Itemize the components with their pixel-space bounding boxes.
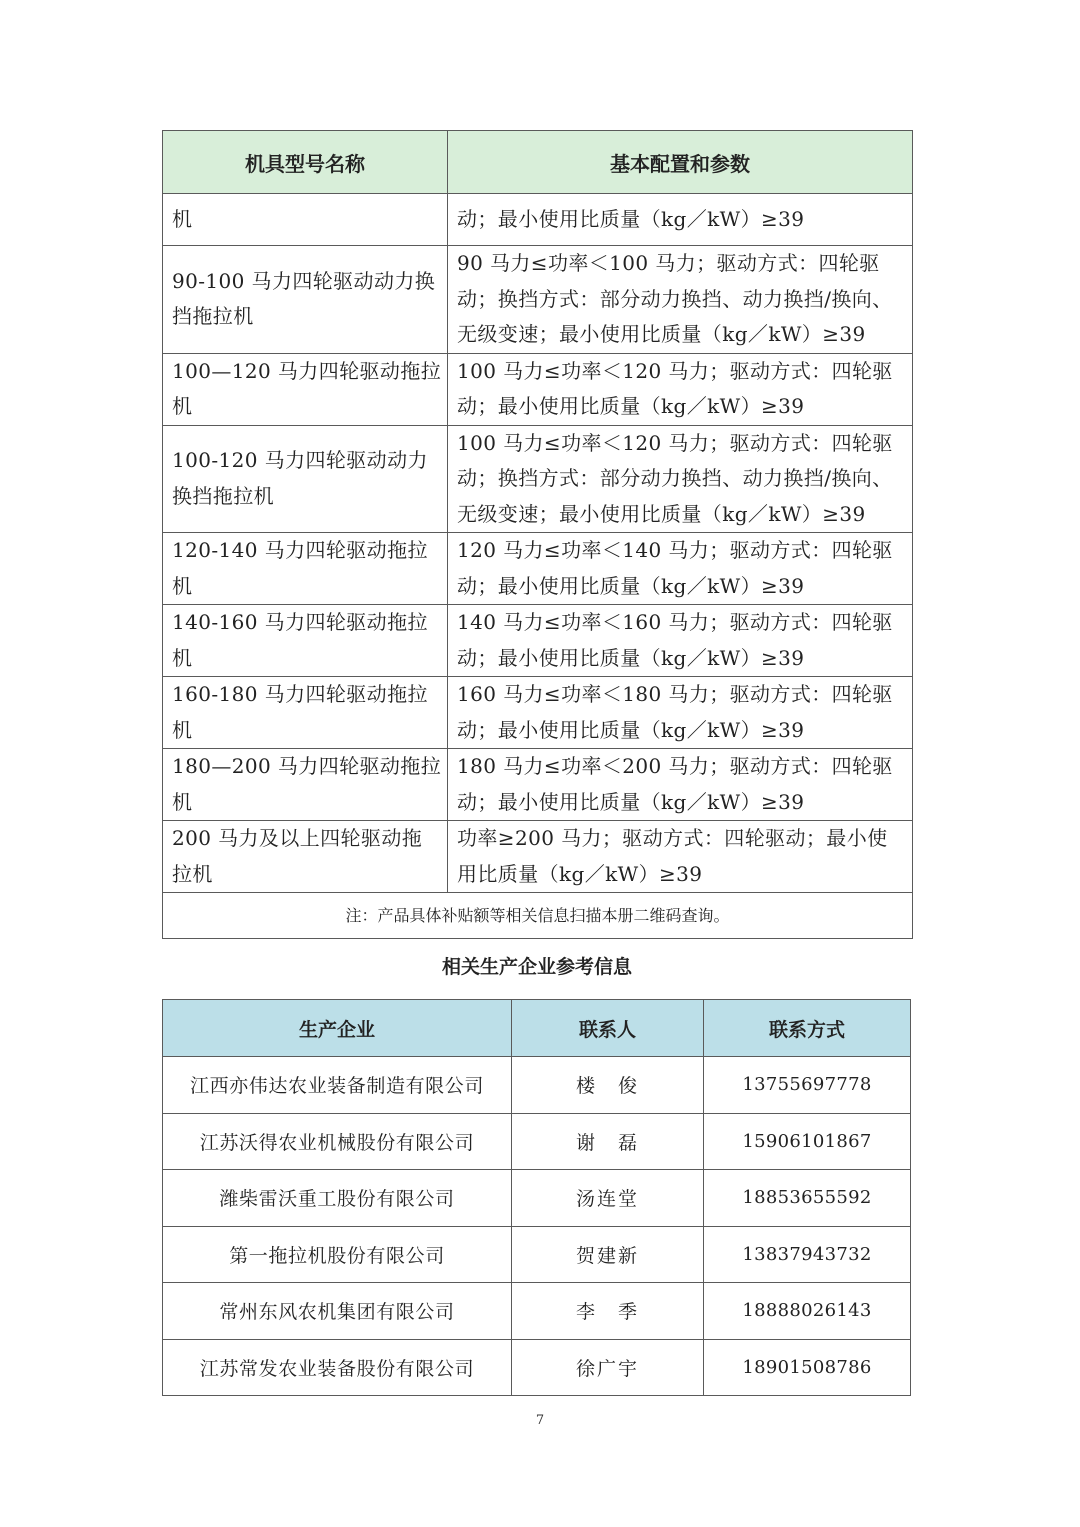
- model-name-line: 160-180 马力四轮驱动拖拉: [172, 682, 428, 706]
- params-line: 无级变速；最小使用比质量（kg／kW）≥39: [457, 322, 866, 346]
- spec-note-row: [163, 893, 913, 939]
- params-cell: [448, 353, 913, 425]
- model-name-cell: [163, 677, 448, 749]
- company-contact-table: [162, 999, 911, 1396]
- model-name-line: 挡拖拉机: [172, 304, 254, 329]
- company-row: [163, 1170, 911, 1227]
- spec-row: [163, 749, 913, 821]
- company-row: [163, 1226, 911, 1283]
- contact-phone: 15906101867: [704, 1113, 911, 1170]
- company-row: [163, 1283, 911, 1340]
- params-line: 动；最小使用比质量（kg／kW）≥39: [457, 789, 805, 814]
- contact-person: 李 季: [512, 1283, 704, 1340]
- company-row: [163, 1057, 911, 1114]
- model-name-line: 140-160 马力四轮驱动拖拉: [172, 610, 428, 634]
- header-config-params: 基本配置和参数: [448, 131, 913, 194]
- spec-row: [163, 353, 913, 425]
- model-name-line: 机: [172, 645, 193, 670]
- header-phone: 联系方式: [704, 1000, 911, 1057]
- params-line: 动；最小使用比质量（kg／kW）≥39: [457, 573, 805, 598]
- contact-phone: 18901508786: [704, 1339, 911, 1396]
- params-line: 动；换挡方式：部分动力换挡、动力换挡/换向、: [457, 286, 893, 311]
- params-line: 无级变速；最小使用比质量（kg／kW）≥39: [457, 501, 866, 526]
- header-contact: 联系人: [512, 1000, 704, 1057]
- company-name: 江苏常发农业装备股份有限公司: [163, 1339, 512, 1396]
- spec-row: [163, 677, 913, 749]
- params-line: 用比质量（kg／kW）≥39: [457, 861, 703, 886]
- model-name-line: 90-100 马力四轮驱动动力换: [172, 268, 436, 293]
- params-cell: [448, 677, 913, 749]
- spec-table-note: 注：产品具体补贴额等相关信息扫描本册二维码查询。: [163, 893, 913, 939]
- params-line: 120 马力≤功率＜140 马力；驱动方式：四轮驱: [457, 538, 893, 562]
- company-name: 第一拖拉机股份有限公司: [163, 1226, 512, 1283]
- model-name-cell: [163, 605, 448, 677]
- params-line: 动；最小使用比质量（kg／kW）≥39: [457, 717, 805, 742]
- params-cell: [448, 533, 913, 605]
- params-cell: [448, 194, 913, 246]
- params-line: 160 马力≤功率＜180 马力；驱动方式：四轮驱: [457, 682, 893, 706]
- equipment-spec-table: [162, 130, 913, 939]
- company-row: [163, 1339, 911, 1396]
- params-line: 90 马力≤功率＜100 马力；驱动方式：四轮驱: [457, 251, 880, 275]
- model-name-line: 机: [172, 717, 193, 742]
- section-title: 相关生产企业参考信息: [441, 956, 632, 978]
- model-name-cell: [163, 246, 448, 354]
- contact-phone: 18853655592: [704, 1170, 911, 1227]
- params-line: 动；最小使用比质量（kg／kW）≥39: [457, 206, 805, 231]
- contact-person: 楼 俊: [512, 1057, 704, 1114]
- params-line: 动；换挡方式：部分动力换挡、动力换挡/换向、: [457, 466, 893, 490]
- company-name: 潍柴雷沃重工股份有限公司: [163, 1170, 512, 1227]
- params-cell: [448, 821, 913, 893]
- contact-person: 徐广宇: [512, 1339, 704, 1396]
- company-table-header-row: [163, 1000, 911, 1057]
- model-name-line: 机: [172, 394, 193, 418]
- model-name-line: 100-120 马力四轮驱动动力: [172, 448, 428, 473]
- contact-phone: 13837943732: [704, 1226, 911, 1283]
- contact-phone: 18888026143: [704, 1283, 911, 1340]
- params-line: 140 马力≤功率＜160 马力；驱动方式：四轮驱: [457, 610, 893, 634]
- params-line: 功率≥200 马力；驱动方式：四轮驱动；最小使: [457, 826, 888, 850]
- params-line: 100 马力≤功率＜120 马力；驱动方式：四轮驱: [457, 430, 893, 455]
- model-name-cell: [163, 353, 448, 425]
- contact-person: 贺建新: [512, 1226, 704, 1283]
- model-name-line: 200 马力及以上四轮驱动拖: [172, 826, 423, 850]
- header-model-name: 机具型号名称: [163, 131, 448, 194]
- spec-table-header-row: [163, 131, 913, 194]
- params-cell: [448, 749, 913, 821]
- spec-row: [163, 194, 913, 246]
- contact-person: 谢 磊: [512, 1113, 704, 1170]
- spec-row: [163, 821, 913, 893]
- params-cell: [448, 425, 913, 533]
- company-name: 江西亦伟达农业装备制造有限公司: [163, 1057, 512, 1114]
- company-name: 常州东风农机集团有限公司: [163, 1283, 512, 1340]
- params-cell: [448, 246, 913, 354]
- model-name-cell: [163, 533, 448, 605]
- params-line: 动；最小使用比质量（kg／kW）≥39: [457, 645, 805, 670]
- spec-row: [163, 246, 913, 354]
- page-number: 7: [535, 1413, 545, 1428]
- model-name-line: 180—200 马力四轮驱动拖拉: [172, 754, 442, 778]
- model-name-line: 机: [172, 206, 193, 231]
- spec-row: [163, 605, 913, 677]
- header-company: 生产企业: [163, 1000, 512, 1057]
- contact-phone: 13755697778: [704, 1057, 911, 1114]
- model-name-cell: [163, 194, 448, 246]
- spec-row: [163, 425, 913, 533]
- model-name-cell: [163, 749, 448, 821]
- model-name-cell: [163, 425, 448, 533]
- model-name-line: 拉机: [172, 861, 213, 886]
- model-name-line: 120-140 马力四轮驱动拖拉: [172, 538, 428, 562]
- contact-person: 汤连堂: [512, 1170, 704, 1227]
- spec-row: [163, 533, 913, 605]
- params-line: 100 马力≤功率＜120 马力；驱动方式：四轮驱: [457, 358, 893, 383]
- company-name: 江苏沃得农业机械股份有限公司: [163, 1113, 512, 1170]
- model-name-line: 100—120 马力四轮驱动拖拉: [172, 358, 442, 383]
- params-cell: [448, 605, 913, 677]
- params-line: 180 马力≤功率＜200 马力；驱动方式：四轮驱: [457, 754, 893, 778]
- company-row: [163, 1113, 911, 1170]
- model-name-cell: [163, 821, 448, 893]
- model-name-line: 机: [172, 789, 193, 814]
- model-name-line: 机: [172, 573, 193, 598]
- params-line: 动；最小使用比质量（kg／kW）≥39: [457, 394, 805, 418]
- model-name-line: 换挡拖拉机: [172, 483, 274, 508]
